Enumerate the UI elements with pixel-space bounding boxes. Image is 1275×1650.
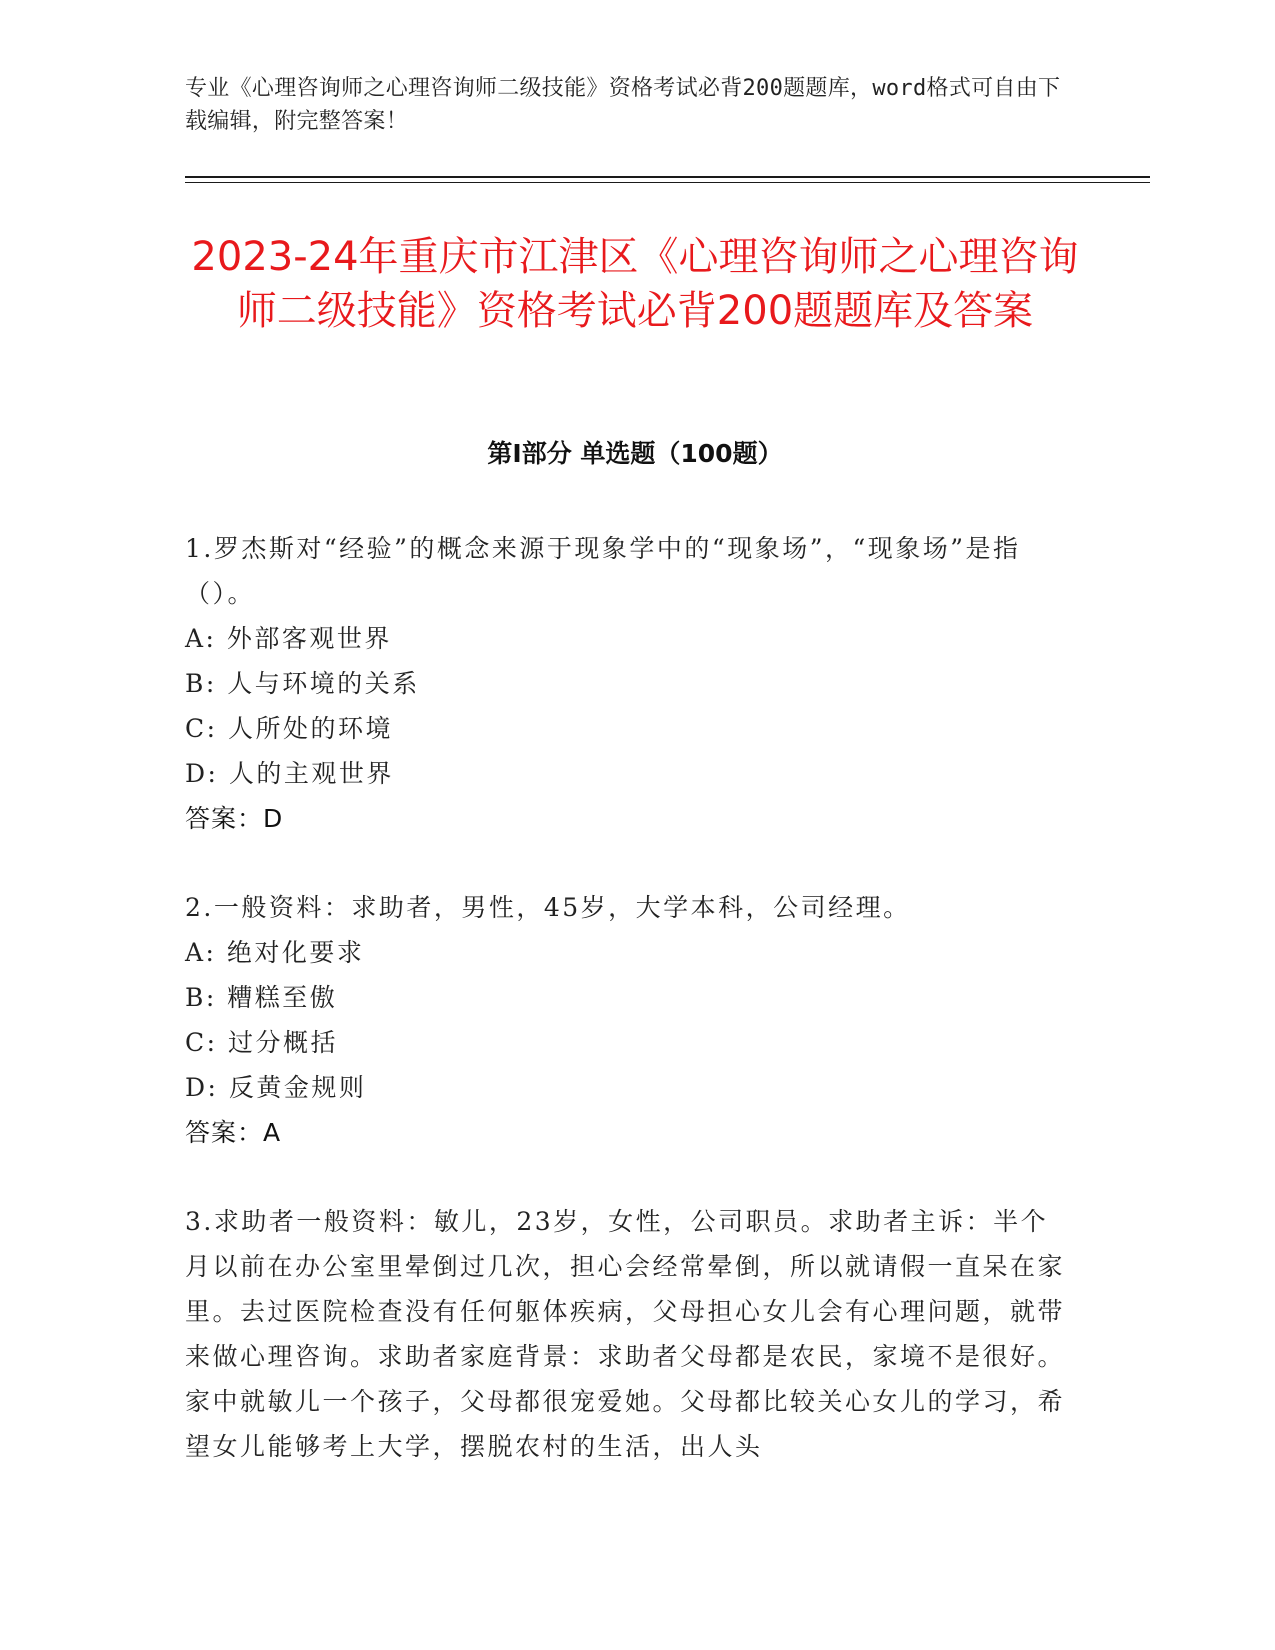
header-rule-thin	[185, 182, 1150, 183]
option-b: B: 人与环境的关系	[185, 669, 420, 698]
question-stem: 2.一般资料：求助者，男性，45岁，大学本科，公司经理。	[185, 893, 911, 922]
question-1	[185, 526, 1065, 841]
option-a: A: 绝对化要求	[185, 938, 365, 967]
header-rule-thick	[185, 176, 1150, 178]
question-stem: 3.求助者一般资料：敏儿，23岁，女性，公司职员。求助者主诉：半个月以前在办公室里晕倒过几次，担心会经常晕倒，所以就请假一直呆在家里。去过医院检查没有任何躯体疾病，父母担心女儿会有心理问题，就带来做心理咨询。求助者家庭背景：求助者父母都是农民，家境不是很好。家中就敏儿一个孩子，父母都很宠爱她。父母都比较关心女儿的学习，希望女儿能够考上大学，摆脱农村的生活，出人头	[185, 1207, 1066, 1461]
question-3	[185, 1199, 1065, 1469]
option-d: D: 反黄金规则	[185, 1073, 367, 1102]
section-title: 第Ⅰ部分 单选题（100题）	[487, 439, 783, 468]
answer: 答案：A	[185, 1118, 282, 1147]
option-a: A: 外部客观世界	[185, 624, 392, 653]
option-b: B: 糟糕至傲	[185, 983, 338, 1012]
option-c: C: 过分概括	[185, 1028, 338, 1057]
option-c: C: 人所处的环境	[185, 714, 393, 743]
question-list	[185, 526, 1065, 1513]
document-title: 2023-24年重庆市江津区《心理咨询师之心理咨询师二级技能》资格考试必背200题题库及答案	[191, 234, 1079, 334]
header-note: 专业《心理咨询师之心理咨询师二级技能》资格考试必背200题题库，word格式可自由下载编辑，附完整答案！	[185, 76, 1061, 134]
answer: 答案：D	[185, 804, 284, 833]
question-stem: 1.罗杰斯对“经验”的概念来源于现象学中的“现象场”，“现象场”是指（）。	[185, 534, 1021, 608]
option-d: D: 人的主观世界	[185, 759, 394, 788]
question-2	[185, 885, 1065, 1155]
